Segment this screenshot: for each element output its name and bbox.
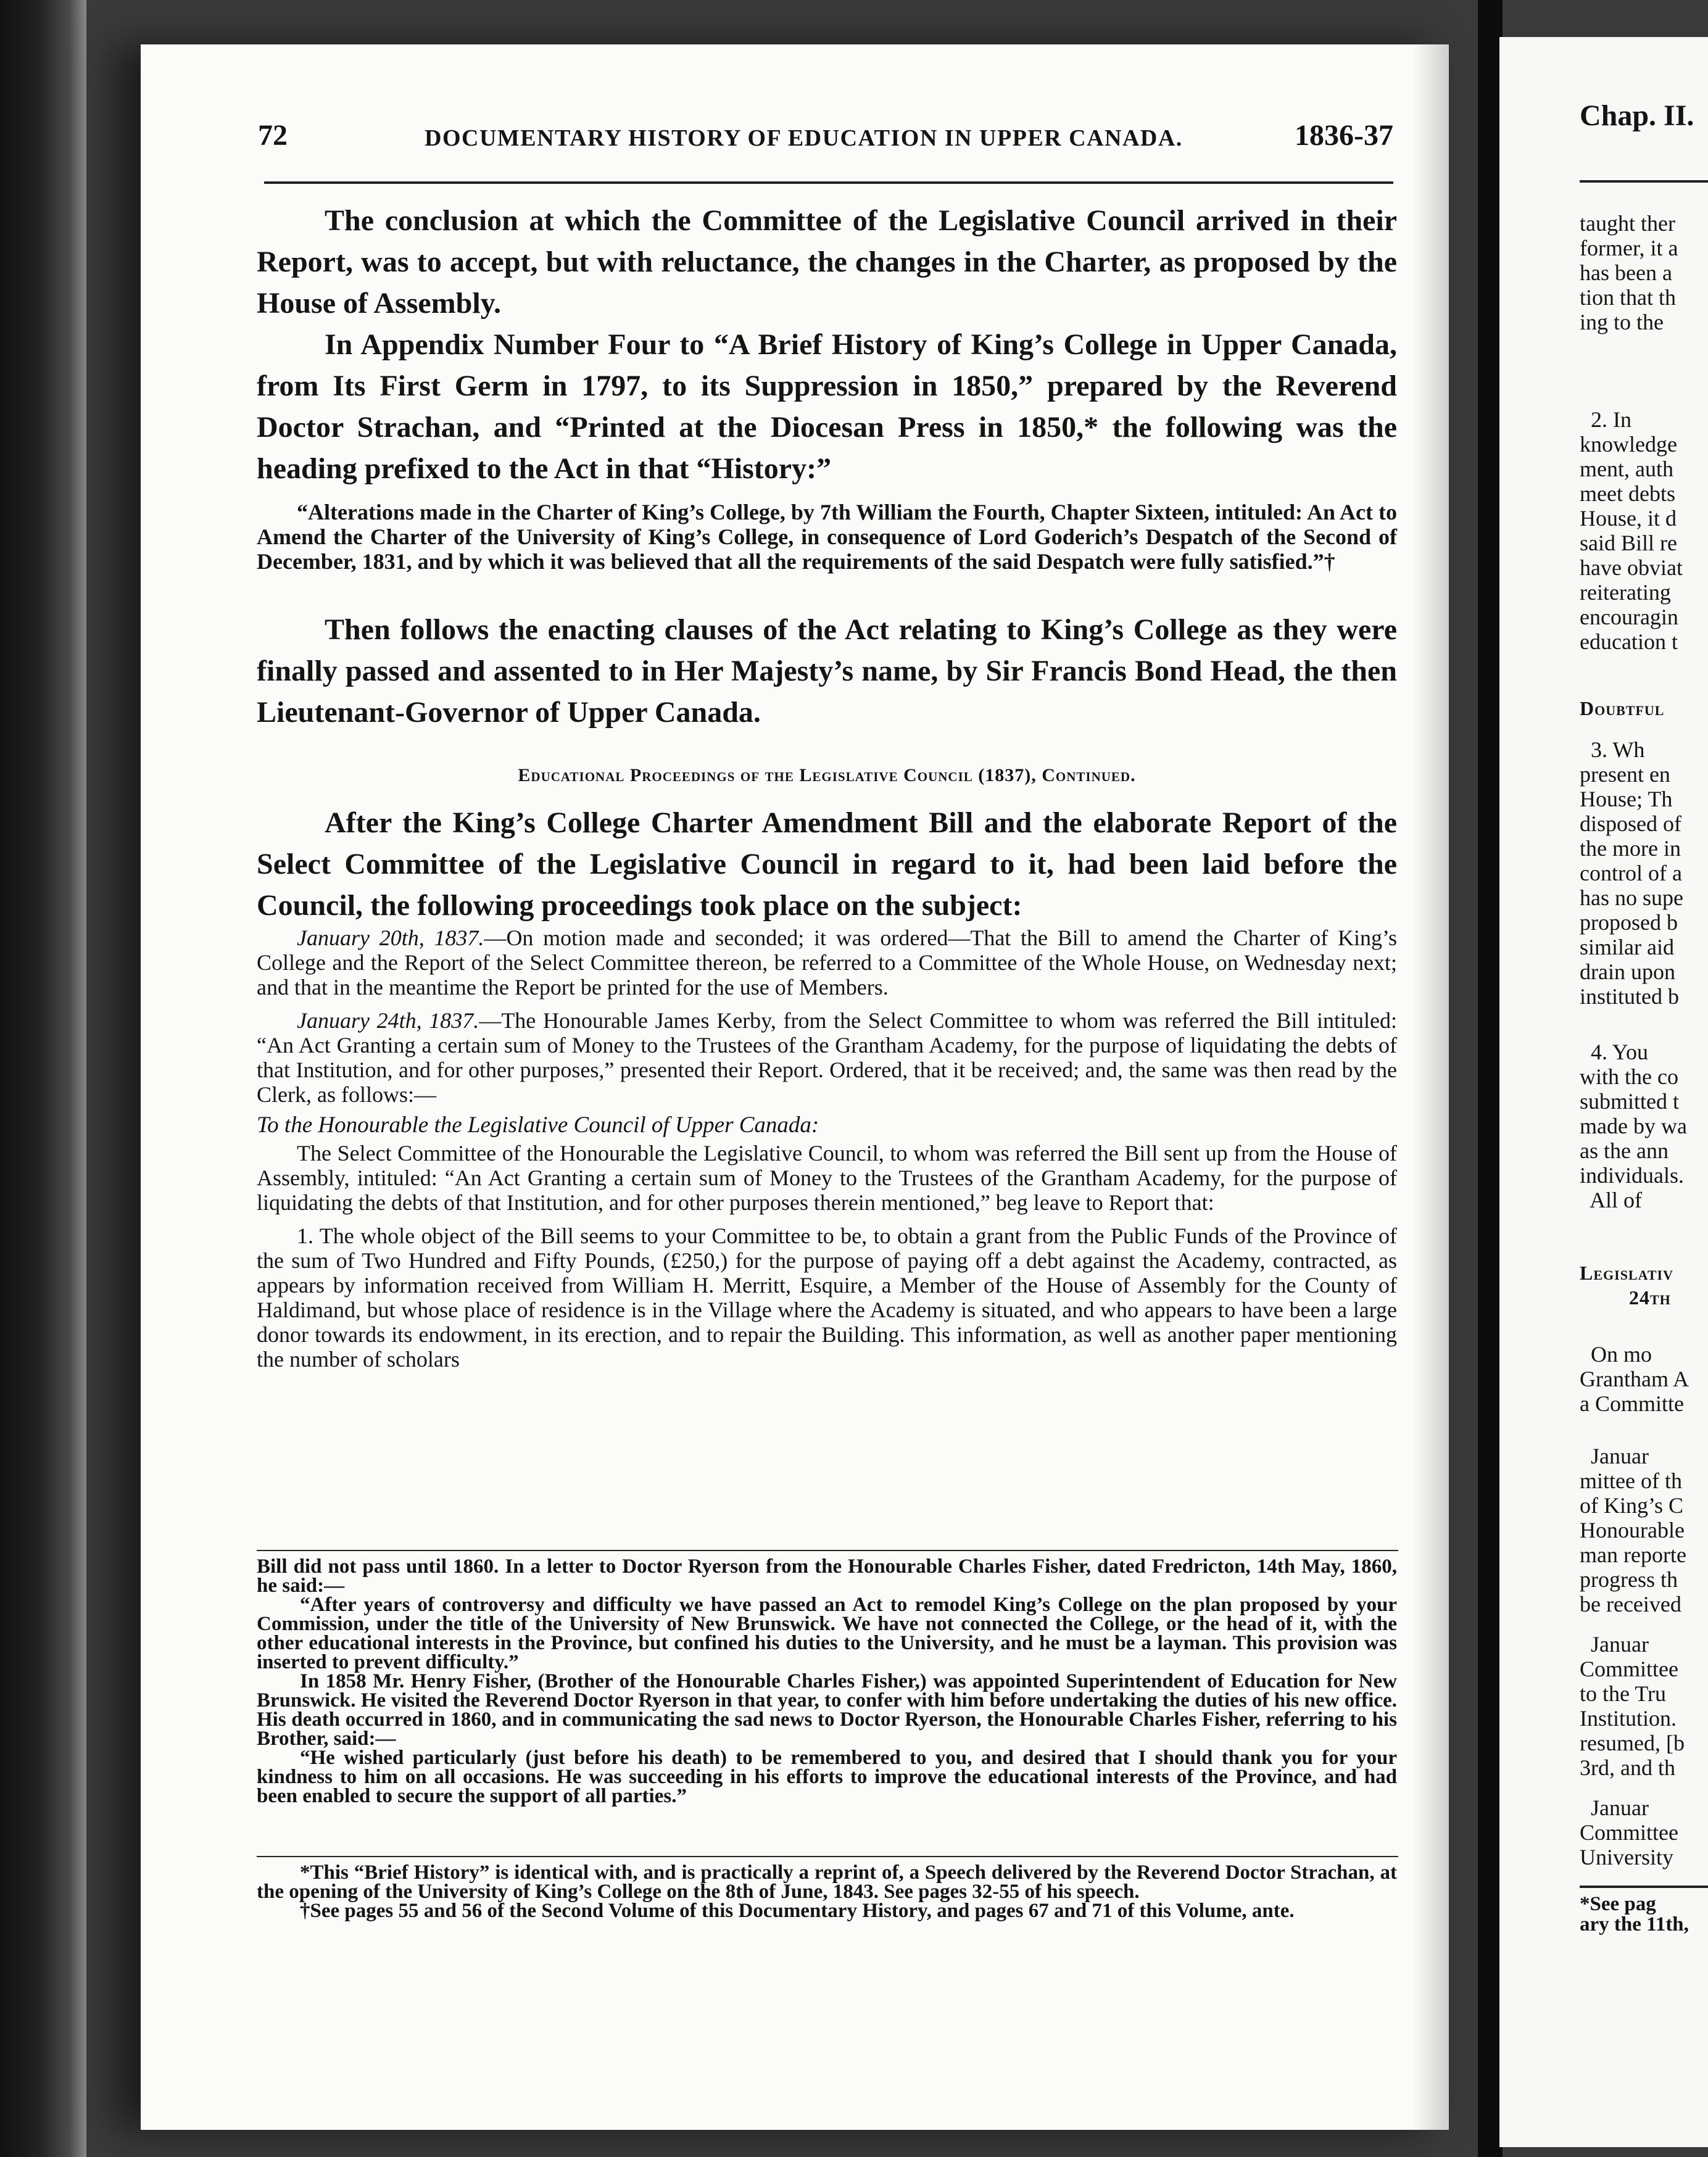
footnotes-rule [257, 1856, 1398, 1857]
intro-section [257, 200, 1397, 489]
report-item-1: 1. The whole object of the Bill seems to your Committee to be, to obtain a grant from the Public Funds of the Province of the sum of Two Hundred and Fifty Pounds, (£250,) for the purpose of paying off a debt against the Academy, contracted, as appears by information received from William H. Merritt, Esquire, a Member of the House of Assembly for the County of Haldimand, but whose place of residence is in the Village where the Academy is situated, and who appears to have been a large donor towards its endowment, in its erection, and to repair the Building. This information, as well as another paper mentioning the number of scholars [257, 1223, 1397, 1372]
section-intro-block [257, 802, 1397, 926]
henry-fisher-note: In 1858 Mr. Henry Fisher, (Brother of the Honourable Charles Fisher,) was appointed Superintendent of Education for New Brunswick. He visited the Reverend Doctor Ryerson in that year, to confer with him before undertaking the duties of his new office. His death occurred in 1860, and in communicating the sad news to Doctor Ryerson, the Honourable Charles Fisher, referring to his Brother, said:— [257, 1670, 1397, 1750]
running-head [258, 118, 1393, 174]
after-quote-paragraph: Then follows the enacting clauses of the Act relating to King’s College as they were finally passed and assented to in Her Majesty’s name, by Sir Francis Bond Head, the then Lieutenant-Governor of Upper Canada. [257, 613, 1397, 729]
entry-jan-24-date: January 24th, 1837. [297, 1008, 479, 1033]
section-heading-block [257, 765, 1397, 786]
running-title: DOCUMENTARY HISTORY OF EDUCATION IN UPPER CANADA. [425, 125, 1183, 151]
entry-jan-20 [257, 925, 1397, 1000]
section-intro: After the King’s College Charter Amendment Bill and the elaborate Report of the Select Committee of the Legislative Council in regard to it, had been laid before the Council, the following proceedings took place on the subject: [257, 806, 1397, 922]
footnotes [257, 1863, 1397, 1921]
scan-gutter [1478, 0, 1503, 2157]
right-block-5: On mo Grantham A a Committe [1580, 1342, 1689, 1416]
after-quote-block [257, 609, 1397, 733]
entry-jan-20-text: —On motion made and seconded; it was ordered—That the Bill to amend the Charter of King’s College and the Report of the Select Committee thereon, be referred to a Committee of the Whole House, on Wednesday next; and that in the meantime the Report be printed for the use of Members. [257, 925, 1398, 1000]
intro-paragraph-1: The conclusion at which the Committee of the Legislative Council arrived in their Report, was to accept, but with reluctance, the changes in the Charter, as proposed by the House of Assembly. [257, 204, 1397, 320]
intro-paragraph-2: In Appendix Number Four to “A Brief History of King’s College in Upper Canada, from Its First Germ in 1797, to its Suppression in 1850,” prepared by the Reverend Doctor Strachan, and “Printed at the Diocesan Press in 1850,* the following was the heading prefixed to the Act in that “History:” [257, 328, 1397, 485]
continued-footnote [257, 1557, 1397, 1806]
quoted-heading: “Alterations made in the Charter of King’s College, by 7th William the Fourth, Chapter Sixteen, intituled: An Act to Amend the Charter of the University of King’s College, in consequence of Lord Goderich’s Despatch of the Second of December, 1831, and by which it was believed that all the requirements of the said Despatch were fully satisfied.”† [257, 500, 1397, 574]
header-rule [264, 181, 1393, 184]
footnote-rule [257, 1550, 1398, 1551]
quote-block [257, 500, 1397, 574]
entry-jan-20-date: January 20th, 1837. [297, 925, 484, 950]
right-block-7: Januar Committee to the Tru Institution. resumed, [b 3rd, and th [1580, 1632, 1685, 1780]
report-address: To the Honourable the Legislative Council of Upper Canada: [257, 1112, 819, 1138]
footnote-star: *This “Brief History” is identical with, and is practically a reprint of, a Speech delivered by the Reverend Doctor Strachan, at the opening of the University of King’s College on the 8th of June, 1843. See pages 32-55 of his speech. [257, 1861, 1397, 1903]
fisher-second-quote: “He wished particularly (just before his death) to be remembered to you, and desired that I should thank you for your kindness to him on all occasions. He was succeeding in his efforts to improve the educational interests of the Province, and had been enabled to secure the support of all parties.” [257, 1747, 1397, 1807]
right-heading-doubtful: Doubtful [1580, 697, 1665, 719]
footnote-dagger: †See pages 55 and 56 of the Second Volume of this Documentary History, and pages 67 and 71 of this Volume, ante. [300, 1900, 1295, 1922]
right-heading-date: 24th [1629, 1286, 1671, 1309]
running-years: 1836-37 [1295, 119, 1393, 152]
proceedings [257, 925, 1397, 1372]
page-number: 72 [258, 119, 288, 152]
right-header-rule [1580, 180, 1708, 183]
right-block-8: Januar Committee University [1580, 1795, 1678, 1869]
right-footnote: *See pag ary the 11th, [1580, 1893, 1689, 1936]
scan-background-left [0, 0, 86, 2157]
right-block-4: 4. You with the co submitted t made by wa as the ann individuals. All of [1580, 1040, 1687, 1212]
section-heading: Educational Proceedings of the Legislative Council (1837), Continued. [518, 765, 1136, 785]
right-block-1: taught ther former, it a has been a tion that th ing to the [1580, 211, 1678, 334]
right-running-head: Chap. II. [1580, 99, 1694, 132]
right-footnote-rule [1580, 1886, 1708, 1888]
right-block-2: 2. In knowledge ment, auth meet debts House, it d said Bill re have obviat reiterating encouragin education t [1580, 407, 1683, 654]
right-block-6: Januar mittee of th of King’s C Honourable man reporte progress th be received [1580, 1444, 1686, 1617]
right-heading-legislative: Legislativ [1580, 1262, 1673, 1284]
left-page-content [141, 44, 1449, 2130]
entry-jan-24 [257, 1008, 1397, 1107]
right-page-fragment [1499, 37, 1708, 2147]
report-intro: The Select Committee of the Honourable the Legislative Council, to whom was referred the Bill sent up from the House of Assembly, intituled: “An Act Granting a certain sum of Money to the Trustees of the Grantham Academy, for the purpose of liquidating the debts of that Institution, and for other purposes therein mentioned,” beg leave to Report that: [257, 1141, 1397, 1215]
right-block-3: 3. Wh present en House; Th disposed of the more in control of a has no supe proposed b similar aid drain upon instituted b [1580, 737, 1683, 1009]
entry-jan-24-text: —The Honourable James Kerby, from the Select Committee to whom was referred the Bill intituled: “An Act Granting a certain sum of Money to the Trustees of the Grantham Academy, for the purpose of liquidating the debts of that Institution, and for other purposes,” presented their Report. Ordered, that it be received; and, the same was then read by the Clerk, as follows:— [257, 1008, 1397, 1107]
fisher-letter-quote: “After years of controversy and difficulty we have passed an Act to remodel King’s College on the plan proposed by your Commission, under the title of the University of New Brunswick. We have not connected the College, or the head of it, with the other educational interests in the Province, but confined his duties to the University, and he must be a layman. This provision was inserted to prevent difficulty.” [257, 1594, 1397, 1673]
continued-footnote-line: Bill did not pass until 1860. In a letter to Doctor Ryerson from the Honourable Charles Fisher, dated Fredricton, 14th May, 1860, he said:— [257, 1555, 1397, 1597]
